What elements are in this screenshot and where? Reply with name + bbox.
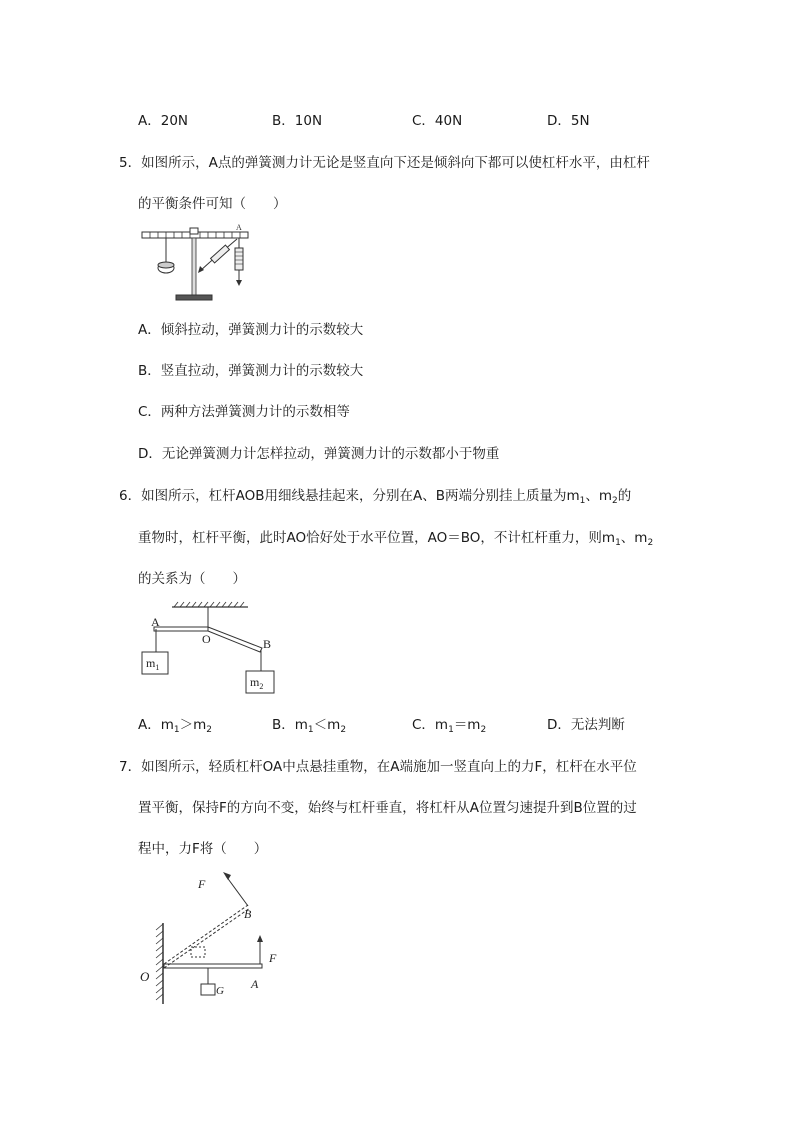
q7-figure-label-b: B: [244, 907, 252, 921]
q5-stem-line1: 5．如图所示，A点的弹簧测力计无论是竖直向下还是倾斜向下都可以使杠杆水平，由杠杆: [119, 155, 650, 171]
q6-option-a: [138, 713, 212, 735]
q7-figure-label-g: G: [216, 985, 224, 997]
q6-option-b-sub2: 2: [340, 725, 347, 735]
q7-figure-label-f-right: F: [269, 951, 277, 965]
q7-figure-label-a: A: [251, 977, 259, 991]
q6-lever-figure: [136, 600, 281, 696]
q6-option-d: D．无法判断: [547, 717, 625, 733]
q6-sub-2b: 2: [647, 538, 654, 548]
q7-stem-line2: 置平衡，保持F的方向不变，始终与杠杆垂直，将杠杆从A位置匀速提升到B位置的过: [138, 800, 637, 816]
q6-stem-line1-text: 6．如图所示，杠杆AOB用细线悬挂起来，分别在A、B两端分别挂上质量为m: [119, 488, 580, 504]
q6-stem-line2: [138, 526, 653, 548]
q6-option-c-mid: ＝m: [453, 717, 481, 733]
q6-sub-1: 1: [579, 496, 586, 506]
q6-figure-m2-sub: 2: [259, 682, 264, 691]
q6-option-a-pre: A．m: [138, 717, 174, 733]
q4-option-c: C．40N: [412, 113, 463, 129]
q6-figure-m2-letter: m: [250, 675, 260, 689]
q6-sub-2: 2: [612, 496, 618, 506]
q6-figure-m1-letter: m: [146, 656, 156, 670]
q4-option-b: B．10N: [272, 113, 323, 129]
q6-option-c: [412, 713, 486, 735]
q6-option-b-sub1: 1: [307, 725, 314, 735]
q5-stem-line2: 的平衡条件可知（ ）: [138, 196, 287, 212]
q7-figure-label-o: O: [140, 969, 150, 984]
q5-option-b: B．竖直拉动，弹簧测力计的示数较大: [138, 363, 364, 379]
q6-option-b-pre: B．m: [272, 717, 308, 733]
q7-stem-line3: 程中，力F将（ ）: [138, 841, 268, 857]
q6-figure-m1-sub: 1: [155, 663, 160, 672]
q6-stem-line3: 的关系为（ ）: [138, 571, 246, 587]
q6-stem-line2-text: 重物时，杠杆平衡，此时AO恰好处于水平位置，AO＝BO，不计杠杆重力，则m: [138, 530, 616, 546]
q6-figure-label-b: B: [263, 637, 272, 651]
q6-stem-line1: [119, 484, 631, 506]
q4-option-a: A．20N: [138, 113, 189, 129]
q6-option-a-sub1: 1: [173, 725, 180, 735]
q6-option-c-pre: C．m: [412, 717, 449, 733]
q5-figure-label-a: A: [236, 223, 242, 232]
q6-option-b: [272, 713, 346, 735]
q7-stem-line1: 7．如图所示，轻质杠杆OA中点悬挂重物，在A端施加一竖直向上的力F，杠杆在水平位: [119, 759, 637, 775]
q6-stem-line1-mid: 、m: [585, 488, 613, 504]
q6-stem-line2-mid: 、m: [620, 530, 648, 546]
q6-figure-label-o: O: [202, 632, 211, 646]
q6-option-a-mid: ＞m: [179, 717, 207, 733]
q7-lever-figure: [136, 868, 286, 1008]
q7-figure-label-f-top: F: [198, 877, 206, 891]
q6-sub-1b: 1: [615, 538, 621, 548]
q5-option-d: D．无论弹簧测力计怎样拉动，弹簧测力计的示数都小于物重: [138, 446, 500, 462]
q6-option-c-sub1: 1: [448, 725, 454, 735]
q4-option-d: D．5N: [547, 113, 590, 129]
q6-figure-label-a: A: [151, 615, 160, 629]
q5-option-c: C．两种方法弹簧测力计的示数相等: [138, 404, 350, 420]
q5-option-a: A．倾斜拉动，弹簧测力计的示数较大: [138, 322, 364, 338]
q6-option-b-mid: ＜m: [313, 717, 341, 733]
q5-lever-figure: [138, 222, 253, 307]
q6-option-a-sub2: 2: [206, 725, 213, 735]
q6-stem-line1-end: 的: [617, 488, 632, 504]
q6-option-c-sub2: 2: [480, 725, 487, 735]
